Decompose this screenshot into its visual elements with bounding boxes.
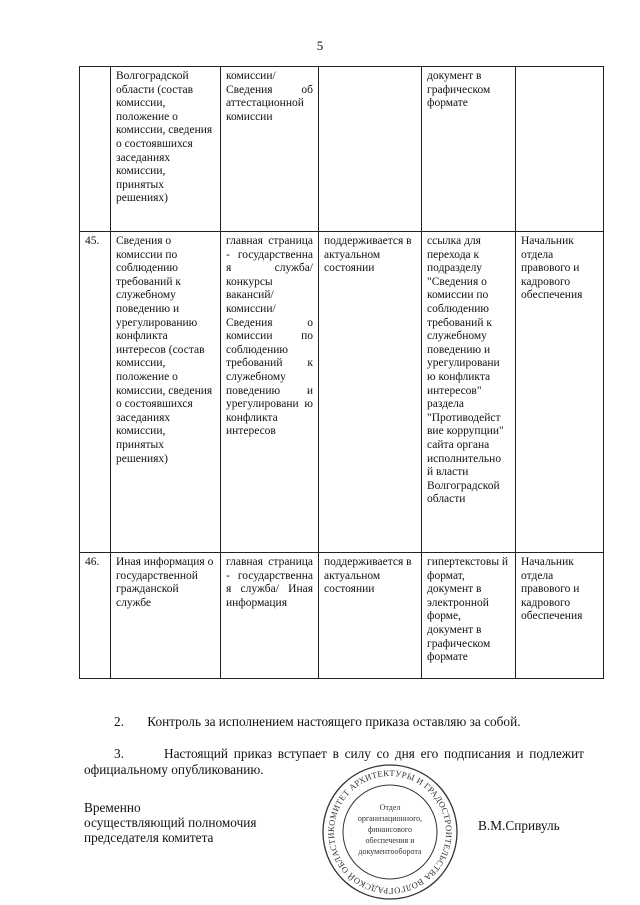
responsible-cell: Начальник отдела правового и кадрового обеспечения [516, 553, 604, 679]
document-table [79, 66, 604, 679]
periodicity-cell: поддерживается в актуальном состоянии [319, 232, 422, 553]
format-cell: ссылка для перехода к подразделу "Сведения о комиссии по соблюдению требований к служебному поведению и урегулировани ю конфликта интересов" раздела "Противодейст вие коррупции" сайта органа исполнительно й власти Волгоградской области [422, 232, 516, 553]
paragraph-effective: 3. Настоящий приказ вступает в силу со дня его подписания и подлежит официальному опубликованию. [84, 746, 584, 777]
periodicity-cell [319, 67, 422, 232]
format-cell: документ в графическом формате [422, 67, 516, 232]
info-name-cell: Волгоградской области (состав комиссии, положение о комиссии, сведения о состоявшихся заседаниях комиссии, принятых решениях) [111, 67, 221, 232]
location-cell: главная страница - государственна я служба/ Иная информация [221, 553, 319, 679]
stamp-ring-text: КОМИТЕТ АРХИТЕКТУРЫ И ГРАДОСТРОИТЕЛЬСТВА ВОЛГОГРАДСКОЙ ОБЛАСТИ [325, 767, 455, 897]
table-row [80, 67, 604, 232]
responsible-cell [516, 67, 604, 232]
periodicity-cell: поддерживается в актуальном состоянии [319, 553, 422, 679]
table-row [80, 553, 604, 679]
table-row [80, 232, 604, 553]
signer-name: В.М.Спривуль [478, 818, 560, 833]
stamp-text: обеспечения и [365, 836, 415, 845]
row-number [80, 67, 111, 232]
signatory-line: Временно [84, 800, 141, 815]
page-number: 5 [316, 38, 324, 53]
stamp-text: финансового [368, 825, 412, 834]
responsible-cell: Начальник отдела правового и кадрового обеспечения [516, 232, 604, 553]
location-cell: комиссии/ Сведения об аттестационной комиссии [221, 67, 319, 232]
stamp-text: документооборота [358, 847, 422, 856]
format-cell: гипертекстовы й формат, документ в электронной форме, документ в графическом формате [422, 553, 516, 679]
official-stamp [313, 762, 467, 902]
signatory-title [84, 800, 257, 845]
info-name-cell: Сведения о комиссии по соблюдению требований к служебному поведению и урегулированию конфликта интересов (состав комиссии, положение о комиссии, сведения о состоявшихся заседаниях комиссии, принятых решениях) [111, 232, 221, 553]
stamp-text: Отдел [379, 803, 401, 812]
row-number: 46. [80, 553, 111, 679]
stamp-text: организационного, [357, 814, 423, 823]
info-name-cell: Иная информация о государственной гражданской службе [111, 553, 221, 679]
paragraph-control: 2. Контроль за исполнением настоящего приказа оставляю за собой. [114, 714, 521, 729]
signatory-line: осуществляющий полномочия [84, 815, 257, 830]
signatory-line: председателя комитета [84, 830, 214, 845]
location-cell: главная страница - государственна я служба/ конкурсы вакансий/ комиссии/ Сведения о комиссии по соблюдению требований к служебному поведению и урегулировани ю конфликта интересов [221, 232, 319, 553]
row-number: 45. [80, 232, 111, 553]
